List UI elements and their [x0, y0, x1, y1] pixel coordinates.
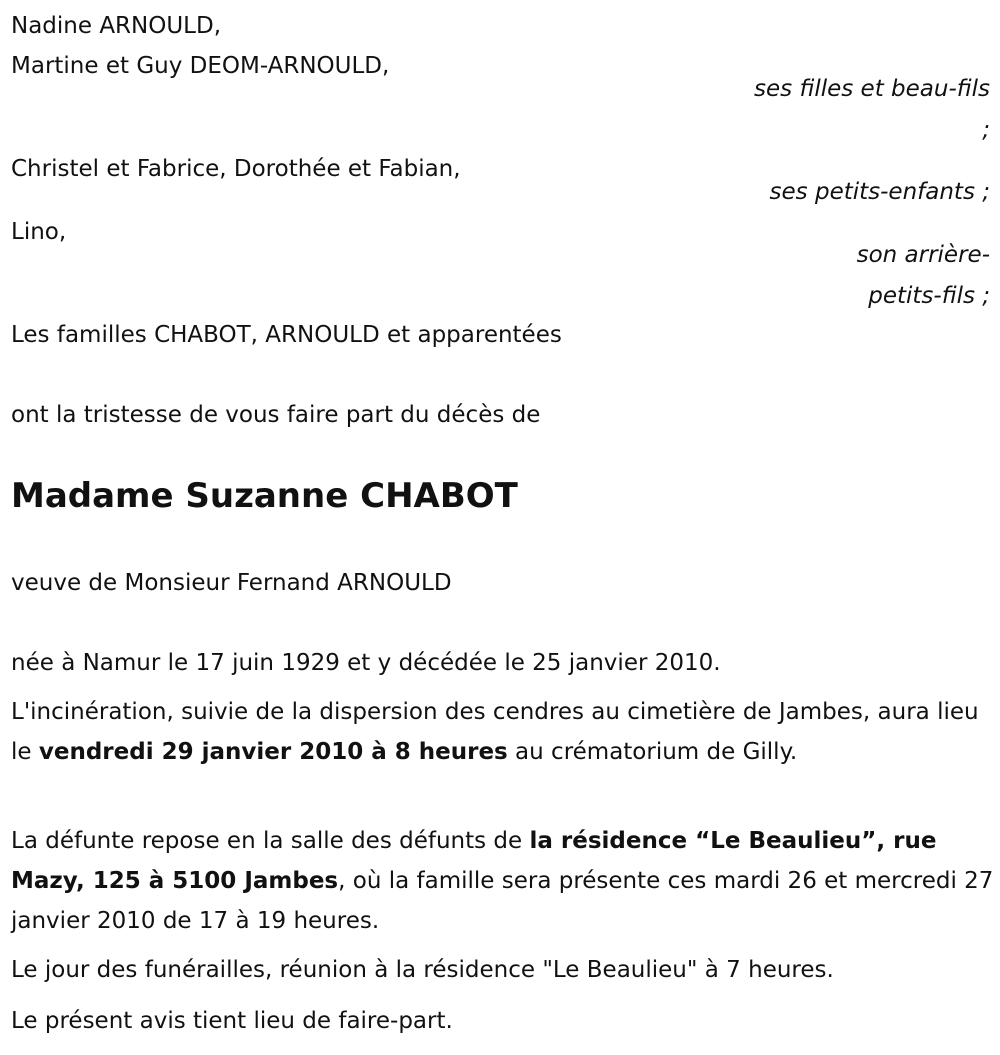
role-great-grandson-b: petits-fils ; — [868, 283, 990, 309]
family-line-martine-guy: Martine et Guy DEOM-ARNOULD, — [11, 53, 390, 79]
ceremony-text-after: au crématorium de Gilly. — [507, 739, 798, 765]
announcement-line: ont la tristesse de vous faire part du décès de — [11, 402, 541, 428]
family-line-lino: Lino, — [11, 219, 67, 245]
repose-place: la résidence “Le Beaulieu”, rue Mazy, 125 à 5100 Jambes — [11, 828, 937, 894]
notice-line: Le présent avis tient lieu de faire-part. — [11, 1008, 453, 1034]
role-daughters-punct: ; — [982, 117, 990, 143]
family-line-grandchildren: Christel et Fabrice, Dorothée et Fabian, — [11, 156, 461, 182]
repose-text-after: , où la famille sera présente ces mardi 26 et mercredi 27 janvier 2010 de 17 à 19 heures. — [11, 868, 994, 934]
role-grandchildren: ses petits-enfants ; — [769, 179, 990, 205]
role-daughters: ses filles et beau-fils — [754, 76, 990, 102]
ceremony-paragraph — [11, 692, 996, 772]
funeral-day-line: Le jour des funérailles, réunion à la résidence "Le Beaulieu" à 7 heures. — [11, 957, 834, 983]
family-line-families: Les familles CHABOT, ARNOULD et apparentées — [11, 322, 562, 348]
role-great-grandson-a: son arrière- — [856, 242, 990, 268]
repose-text-before: La défunte repose en la salle des défunts de — [11, 828, 530, 854]
birth-death-line: née à Namur le 17 juin 1929 et y décédée le 25 janvier 2010. — [11, 650, 721, 676]
repose-paragraph — [11, 821, 996, 941]
deceased-name: Madame Suzanne CHABOT — [11, 476, 518, 516]
widow-of-line: veuve de Monsieur Fernand ARNOULD — [11, 570, 452, 596]
ceremony-date: vendredi 29 janvier 2010 à 8 heures — [38, 739, 508, 765]
ceremony-text-before: L'incinération, suivie de la dispersion des cendres au cimetière de Jambes, aura lieu le — [11, 699, 979, 765]
family-line-nadine: Nadine ARNOULD, — [11, 13, 222, 39]
